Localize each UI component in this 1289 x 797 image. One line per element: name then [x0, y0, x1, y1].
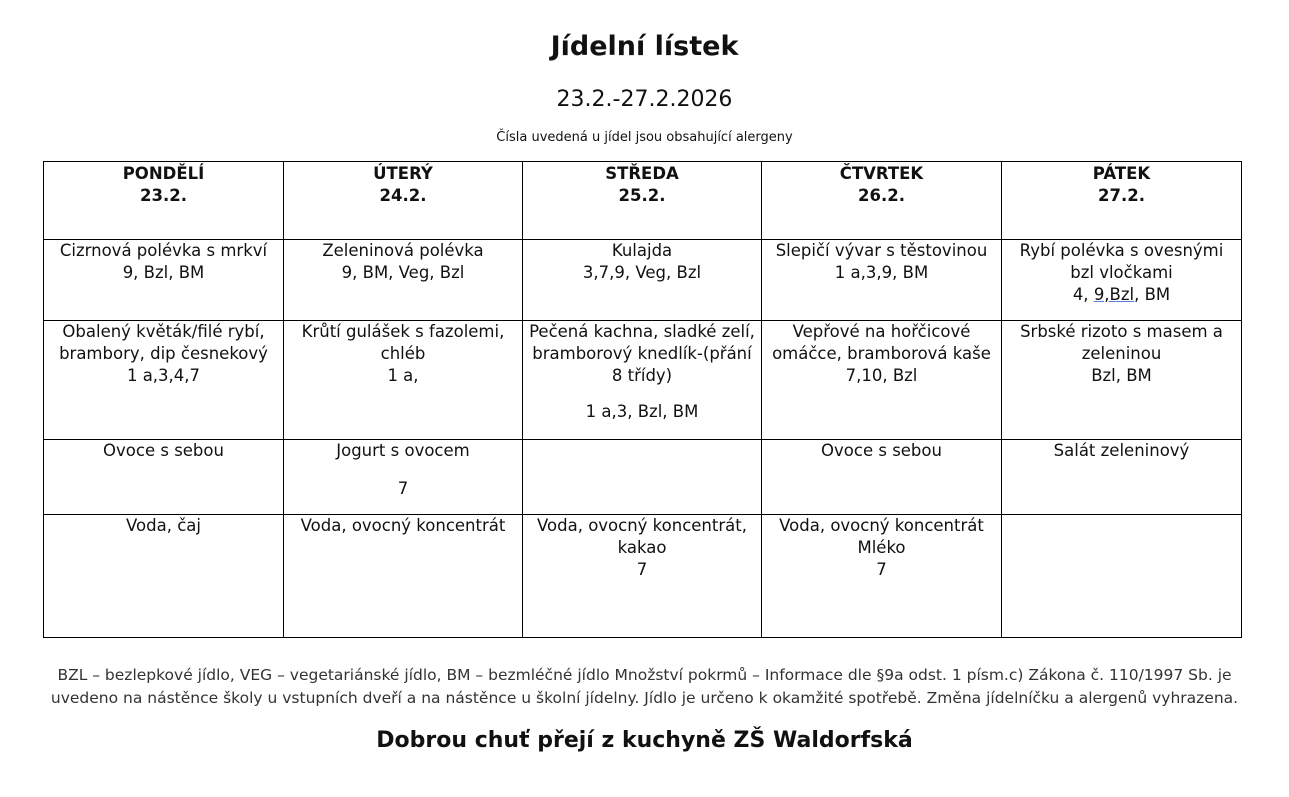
- drink-name: Voda, čaj: [126, 516, 201, 535]
- header-row: [44, 162, 1242, 240]
- page-title: Jídelní lístek: [550, 31, 739, 62]
- day-header-friday: [1002, 162, 1242, 240]
- allergens-suffix: , BM: [1134, 285, 1171, 304]
- main-cell-tuesday: [284, 321, 523, 440]
- soup-cell-thursday: [762, 240, 1002, 321]
- drink-cell-tuesday: [284, 515, 523, 638]
- allergens-prefix: 4,: [1072, 285, 1094, 304]
- soup-cell-monday: [44, 240, 284, 321]
- day-name: ČTVRTEK: [839, 164, 924, 183]
- day-name: PONDĚLÍ: [122, 164, 205, 183]
- soup-row: [44, 240, 1242, 321]
- day-date: 27.2.: [1098, 186, 1145, 205]
- drink-cell-friday: [1002, 515, 1242, 638]
- side-cell-thursday: [762, 440, 1002, 515]
- dish-allergens: 1 a,: [387, 366, 419, 385]
- dish-allergens: 1 a,3,9, BM: [834, 263, 929, 282]
- drink-cell-thursday: [762, 515, 1002, 638]
- dish-name: Zeleninová polévka: [322, 241, 484, 260]
- soup-cell-friday: [1002, 240, 1242, 321]
- soup-cell-tuesday: [284, 240, 523, 321]
- dish-name: Ovoce s sebou: [821, 441, 942, 460]
- side-dish-row: [44, 440, 1242, 515]
- day-header-tuesday: [284, 162, 523, 240]
- main-cell-thursday: [762, 321, 1002, 440]
- drink-allergens: 7: [636, 560, 648, 579]
- dish-name: Ovoce s sebou: [103, 441, 224, 460]
- allergen-note: Čísla uvedená u jídel jsou obsahující alergeny: [496, 130, 793, 145]
- day-date: 24.2.: [379, 186, 427, 205]
- dish-name: Vepřové na hořčicové omáčce, bramborová kaše: [772, 322, 991, 363]
- dish-name: Jogurt s ovocem: [336, 441, 470, 460]
- main-cell-monday: [44, 321, 284, 440]
- main-cell-wednesday: [523, 321, 762, 440]
- footer-info: BZL – bezlepkové jídlo, VEG – vegetariánské jídlo, BM – bezmléčné jídlo Množství pokrmů – Informace dle §9a odst. 1 písm.c) Zákona č. 110/1997 Sb. je uvedeno na nástěnce školy u vstupních dveří a na nástěnce u školní jídelny. Jídlo je určeno k okamžité spotřebě. Změna jídelníčku a alergenů vyhrazena.: [50, 666, 1239, 707]
- day-date: 23.2.: [140, 186, 187, 205]
- dish-allergens: Bzl, BM: [1091, 366, 1152, 385]
- side-cell-wednesday: [523, 440, 762, 515]
- dish-name: Cizrnová polévka s mrkví: [59, 241, 268, 260]
- drink-row: [44, 515, 1242, 638]
- soup-cell-wednesday: [523, 240, 762, 321]
- side-cell-monday: [44, 440, 284, 515]
- day-name: ÚTERÝ: [373, 164, 433, 183]
- dish-allergens: 9, BM, Veg, Bzl: [341, 263, 465, 282]
- drink-name: Voda, ovocný koncentrát, kakao: [537, 516, 747, 557]
- day-header-monday: [44, 162, 284, 240]
- dish-allergens: 3,7,9, Veg, Bzl: [582, 263, 702, 282]
- side-cell-friday: [1002, 440, 1242, 515]
- day-header-wednesday: [523, 162, 762, 240]
- dish-name: Pečená kachna, sladké zelí, bramborový knedlík-(přání 8 třídy): [529, 322, 755, 385]
- dish-allergens: 9, Bzl, BM: [122, 263, 205, 282]
- drink-allergens: 7: [876, 560, 887, 579]
- day-header-thursday: [762, 162, 1002, 240]
- day-name: STŘEDA: [605, 164, 679, 183]
- side-cell-tuesday: [284, 440, 523, 515]
- date-range: 23.2.-27.2.2026: [556, 87, 733, 112]
- dish-name: Krůtí gulášek s fazolemi, chléb: [301, 322, 505, 363]
- day-date: 25.2.: [618, 186, 666, 205]
- dish-allergens: 7: [397, 479, 409, 498]
- drink-cell-monday: [44, 515, 284, 638]
- dish-allergens: 1 a,3,4,7: [126, 366, 201, 385]
- main-dish-row: [44, 321, 1242, 440]
- drink-cell-wednesday: [523, 515, 762, 638]
- allergens-underlined: 9,Bzl: [1093, 285, 1135, 304]
- dish-name: Rybí polévka s ovesnými bzl vločkami: [1019, 241, 1224, 282]
- dish-allergens: 1 a,3, Bzl, BM: [585, 402, 699, 421]
- dish-allergens: [1006, 284, 1237, 306]
- menu-table: [43, 161, 1242, 638]
- dish-allergens: 7,10, Bzl: [845, 366, 918, 385]
- footer-greeting: Dobrou chuť přejí z kuchyně ZŠ Waldorfská: [376, 728, 913, 753]
- day-name: PÁTEK: [1092, 164, 1151, 183]
- dish-name: Obalený květák/filé rybí, brambory, dip česnekový: [59, 322, 268, 363]
- dish-name: Srbské rizoto s masem a zeleninou: [1020, 322, 1223, 363]
- day-date: 26.2.: [858, 186, 905, 205]
- dish-name: Salát zeleninový: [1053, 441, 1190, 460]
- drink-name: Voda, ovocný koncentrát Mléko: [779, 516, 984, 557]
- dish-name: Slepičí vývar s těstovinou: [775, 241, 988, 260]
- main-cell-friday: [1002, 321, 1242, 440]
- dish-name: Kulajda: [611, 241, 673, 260]
- drink-name: Voda, ovocný koncentrát: [300, 516, 506, 535]
